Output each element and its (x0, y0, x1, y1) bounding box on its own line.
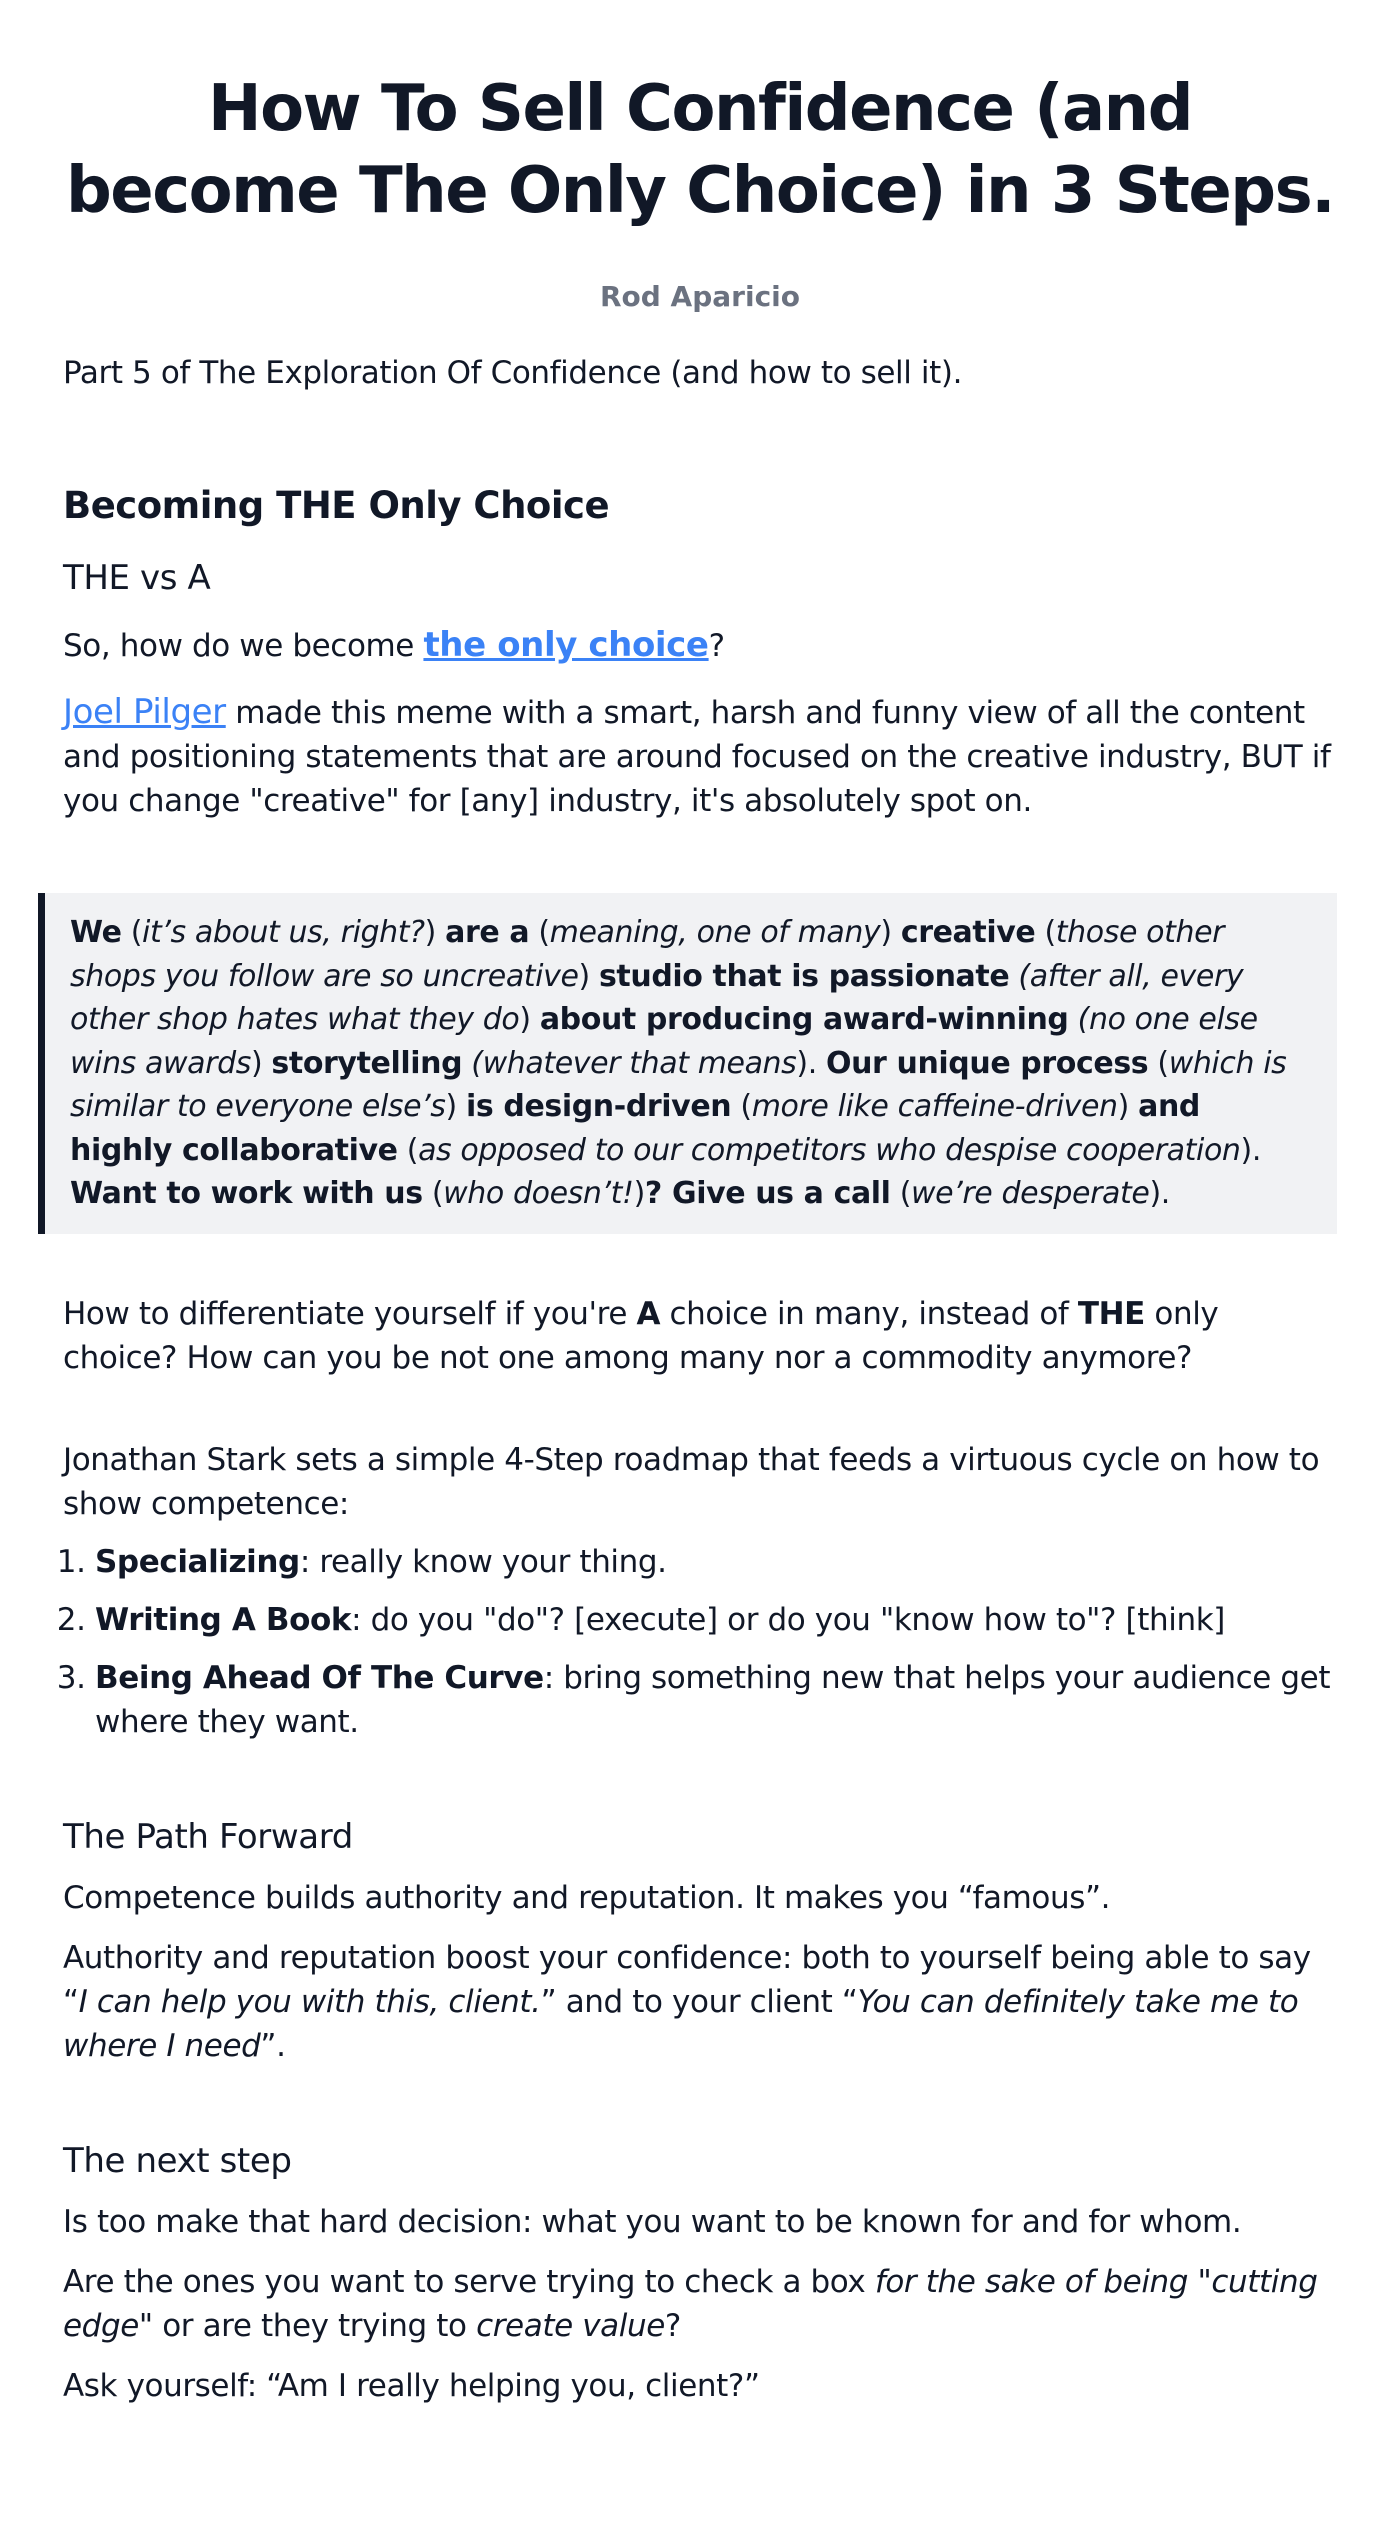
only-choice-question: So, how do we become the only choice? (63, 625, 725, 665)
differentiate-paragraph: How to differentiate yourself if you're A choice in many, instead of THE only choice? How can you be not one among many nor a commodity anymore? (63, 1295, 1219, 1376)
joel-pilger-link[interactable]: Joel Pilger (63, 692, 226, 732)
meme-paragraph: Joel Pilger made this meme with a smart, harsh and funny view of all the content and positioning statements that are around focused on the creative industry, BUT if you change "creative" for [any] industry, it's absolutely spot on. (63, 692, 1331, 819)
heading-next-step: The next step (63, 2140, 292, 2181)
subheading-the-vs-a: THE vs A (63, 558, 211, 598)
meme-quote: We (it’s about us, right?) are a (meaning, one of many) creative (those other shops you follow are so uncreative) studio that is passionate (after all, every other shop hates what they do) about producing award-winning (no one else wins awards) storytelling (whatever that means). Our unique process (which is similar to everyone else’s) is design-driven (more like caffeine-driven) and highly collaborative (as opposed to our competitors who despise cooperation). Want to work with us (who doesn’t!)? Give us a call (we’re desperate). (38, 893, 1337, 1234)
roadmap-list (63, 1540, 1337, 1744)
list-item: 2. Writing A Book: do you "do"? [execute] or do you "know how to"? [think] (95, 1598, 1337, 1642)
only-choice-link[interactable]: the only choice (423, 625, 709, 665)
next-step-p3: Ask yourself: “Am I really helping you, client?” (63, 2367, 760, 2404)
roadmap-paragraph: Jonathan Stark sets a simple 4-Step roadmap that feeds a virtuous cycle on how to show competence: (63, 1441, 1320, 1522)
path-forward-p1: Competence builds authority and reputation. It makes you “famous”. (63, 1879, 1111, 1916)
author-name: Rod Aparicio (599, 280, 801, 313)
article (0, 68, 1400, 2408)
next-step-p1: Is too make that hard decision: what you want to be known for and for whom. (63, 2203, 1242, 2240)
list-item: 3. Being Ahead Of The Curve: bring something new that helps your audience get where they want. (95, 1656, 1337, 1744)
list-item: 1. Specializing: really know your thing. (95, 1540, 1337, 1584)
page-title: How To Sell Confidence (and become The Only Choice) in 3 Steps. (65, 72, 1335, 228)
intro-paragraph: Part 5 of The Exploration Of Confidence (and how to sell it). (63, 355, 963, 391)
heading-path-forward: The Path Forward (63, 1816, 353, 1857)
section-heading-only-choice: Becoming THE Only Choice (63, 484, 610, 527)
path-forward-p2: Authority and reputation boost your confidence: both to yourself being able to say “I can help you with this, client.” and to your client “You can definitely take me to where I need”. (63, 1939, 1311, 2064)
next-step-p2: Are the ones you want to serve trying to check a box for the sake of being "cutting edge" or are they trying to create value? (63, 2263, 1318, 2344)
